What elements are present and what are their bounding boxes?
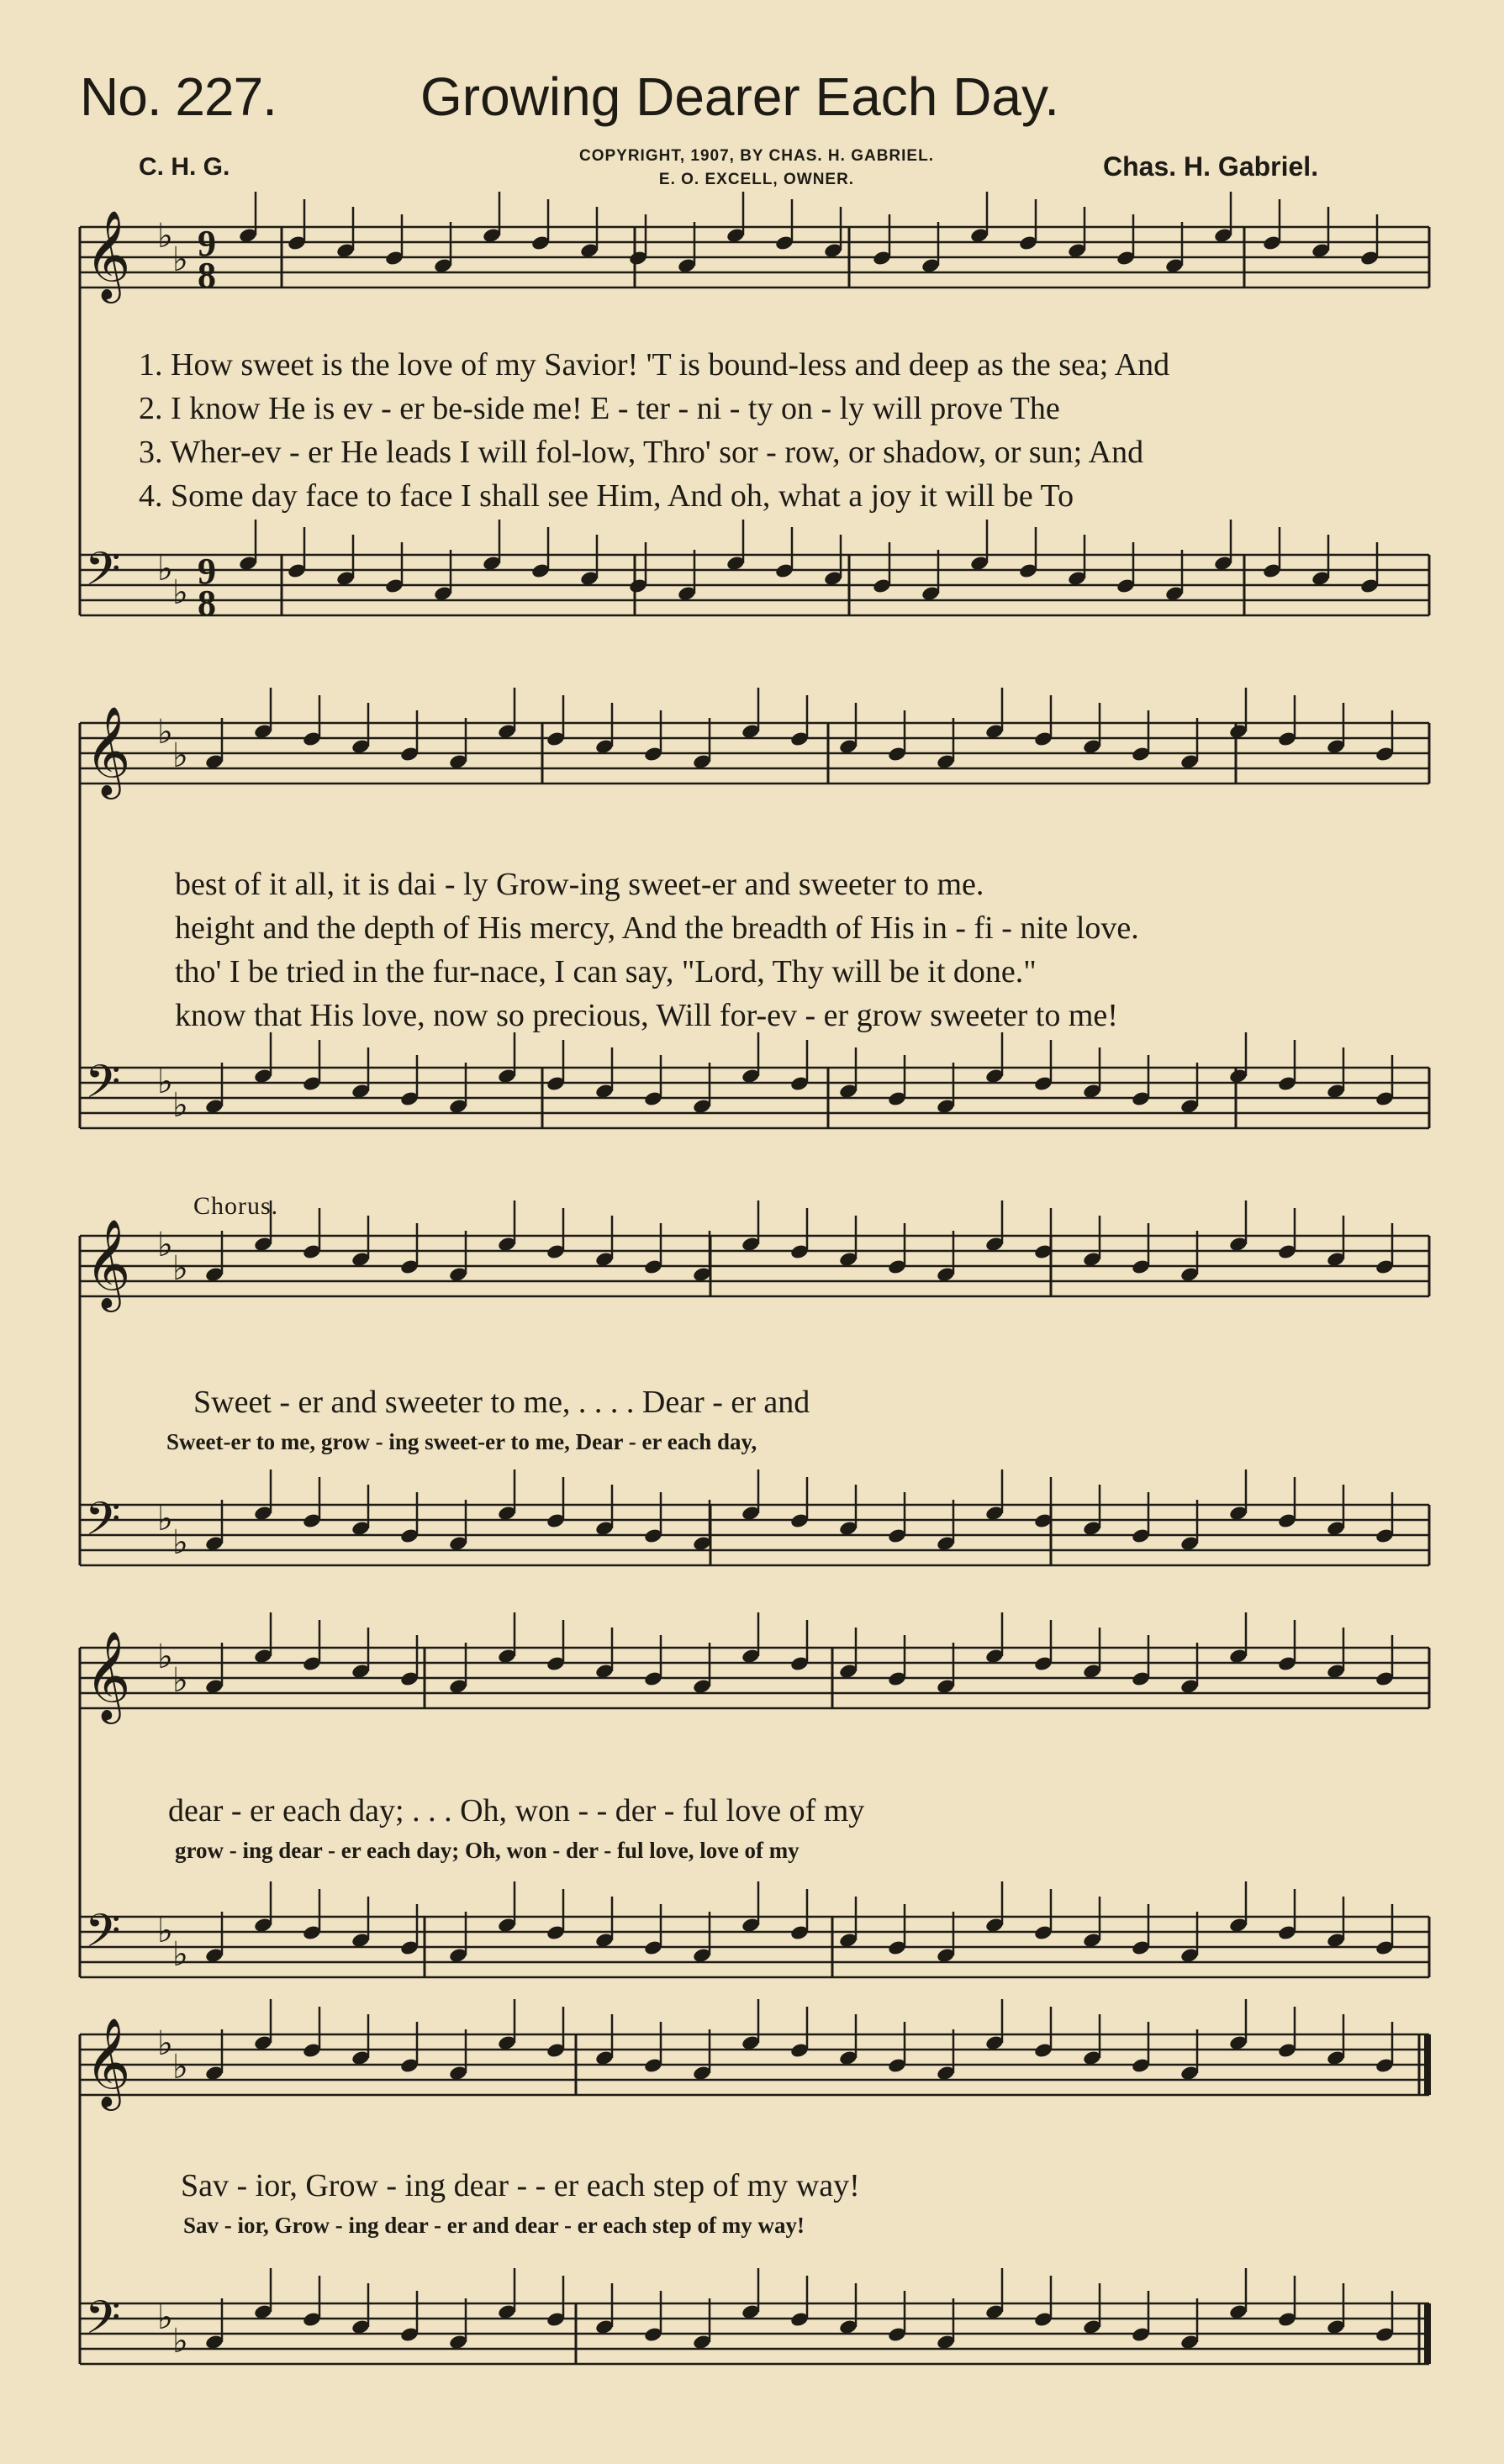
flat-icon: ♭: [157, 1063, 173, 1101]
bass-clef-icon: 𝄢: [85, 1055, 121, 1120]
verse-3-line-2: tho' I be tried in the fur-nace, I can say, "Lord, Thy will be it done.": [175, 954, 1037, 989]
hymn-title: Growing Dearer Each Day.: [420, 66, 1059, 127]
flat-icon: ♭: [157, 713, 173, 752]
flat-icon: ♭: [157, 1226, 173, 1264]
time-signature-bottom: 8: [198, 583, 216, 624]
time-signature-bottom: 8: [198, 255, 216, 296]
flat-icon: ♭: [172, 1661, 188, 1700]
time-signature-top: 9: [198, 223, 216, 264]
flat-icon: ♭: [157, 1500, 173, 1538]
time-signature-top: 9: [198, 551, 216, 592]
verse-3-line-1: 3. Wher-ev - er He leads I will fol-low, Thro' sor - row, or shadow, or sun; And: [139, 435, 1144, 470]
chorus-line-1-sub: Sweet-er to me, grow - ing sweet-er to me, Dear - er each day,: [166, 1429, 757, 1454]
flat-icon: ♭: [157, 550, 173, 588]
chorus-line-3-sub: Sav - ior, Grow - ing dear - er and dear - er each step of my way!: [183, 2213, 805, 2238]
flat-icon: ♭: [172, 1249, 188, 1288]
bass-clef-icon: 𝄢: [85, 2291, 121, 2356]
copyright-line-1: COPYRIGHT, 1907, BY CHAS. H. GABRIEL.: [578, 147, 934, 165]
flat-icon: ♭: [172, 2322, 188, 2361]
flat-icon: ♭: [172, 2048, 188, 2087]
treble-clef-icon: 𝄞: [85, 2017, 131, 2107]
flat-icon: ♭: [172, 1086, 188, 1125]
flat-icon: ♭: [157, 217, 173, 256]
chorus-label: Chorus.: [193, 1192, 279, 1220]
composer-credit: Chas. H. Gabriel.: [1103, 151, 1319, 182]
chorus-line-3-main: Sav - ior, Grow - ing dear - - er each step of my way!: [181, 2168, 860, 2203]
hymn-number: No. 227.: [80, 66, 277, 127]
flat-icon: ♭: [172, 1523, 188, 1562]
final-bar-thick: [1424, 2034, 1431, 2095]
flat-icon: ♭: [157, 2298, 173, 2337]
chorus-line-1-main: Sweet - er and sweeter to me, . . . . Dear - er and: [193, 1385, 810, 1420]
final-bar-thick: [1424, 2303, 1431, 2364]
flat-icon: ♭: [157, 1638, 173, 1676]
flat-icon: ♭: [157, 1912, 173, 1950]
verse-2-line-1: 2. I know He is ev - er be-side me! E - ter - ni - ty on - ly will prove The: [139, 391, 1060, 426]
chorus-line-2-main: dear - er each day; . . . Oh, won - - der - ful love of my: [168, 1793, 865, 1828]
bass-clef-icon: 𝄢: [85, 542, 121, 607]
bass-clef-icon: 𝄢: [85, 1492, 121, 1557]
flat-icon: ♭: [172, 736, 188, 775]
lyricist-credit: C. H. G.: [139, 153, 230, 181]
treble-clef-icon: 𝄞: [85, 1218, 131, 1308]
bass-clef-icon: 𝄢: [85, 1904, 121, 1969]
verse-2-line-2: height and the depth of His mercy, And the breadth of His in - fi - nite love.: [175, 910, 1139, 946]
verse-4-line-2: know that His love, now so precious, Will for-ev - er grow sweeter to me!: [175, 998, 1118, 1033]
verse-1-line-1: 1. How sweet is the love of my Savior! 'T is bound-less and deep as the sea; And: [139, 347, 1170, 383]
copyright-line-2: E. O. EXCELL, OWNER.: [658, 171, 855, 188]
flat-icon: ♭: [172, 240, 188, 279]
treble-clef-icon: 𝄞: [85, 705, 131, 795]
treble-clef-icon: 𝄞: [85, 209, 131, 299]
flat-icon: ♭: [157, 2024, 173, 2063]
verse-4-line-1: 4. Some day face to face I shall see Him, And oh, what a joy it will be To: [139, 478, 1074, 514]
flat-icon: ♭: [172, 1935, 188, 1974]
verse-1-line-2: best of it all, it is dai - ly Grow-ing sweet-er and sweeter to me.: [175, 867, 984, 902]
flat-icon: ♭: [172, 573, 188, 612]
treble-clef-icon: 𝄞: [85, 1630, 131, 1720]
chorus-line-2-sub: grow - ing dear - er each day; Oh, won - der - ful love, love of my: [175, 1838, 799, 1863]
